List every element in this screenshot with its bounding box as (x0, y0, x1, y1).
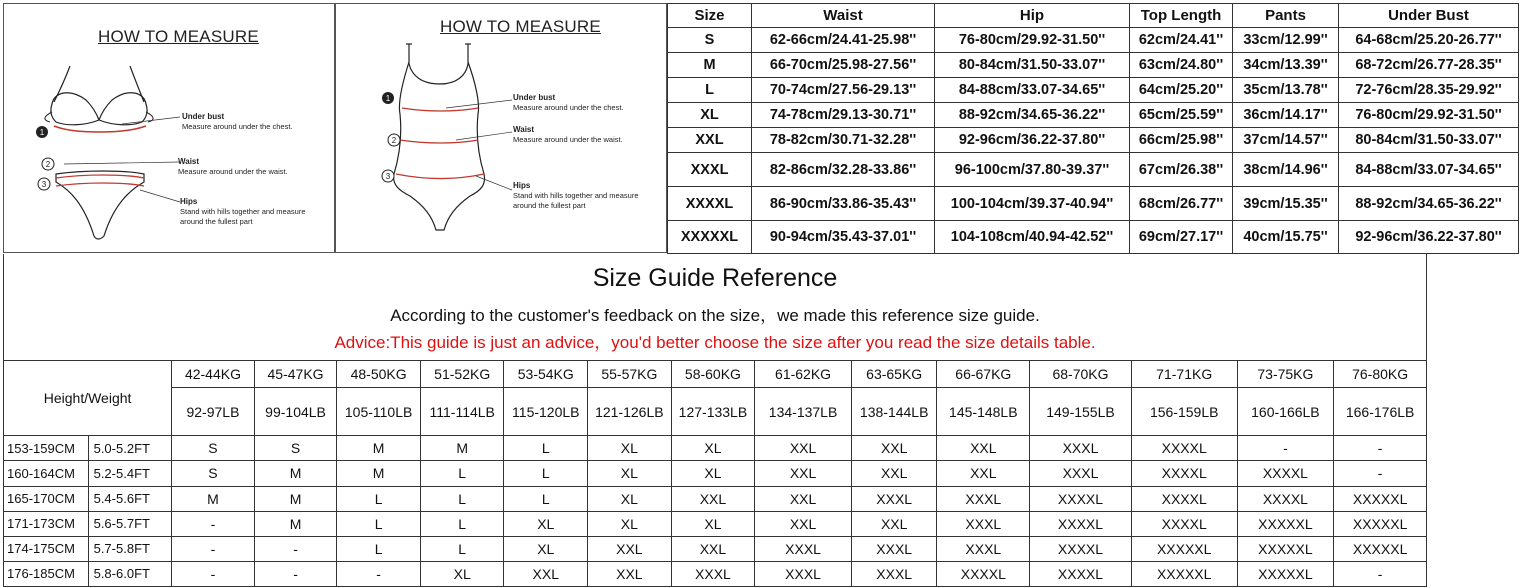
header-top-length: Top Length (1130, 4, 1233, 28)
onepiece-measure-panel (335, 3, 667, 253)
recommended-size: L (337, 536, 421, 561)
marker-3: 3 (41, 180, 47, 189)
cell-waist: 78-82cm/30.71-32.28'' (752, 128, 935, 153)
cell-pants: 40cm/15.75'' (1233, 221, 1339, 254)
cell-pants: 35cm/13.78'' (1233, 78, 1339, 103)
weight-kg: 55-57KG (588, 361, 672, 388)
annotation-hips: Hips Stand with hills together and measure around the fullest part (513, 181, 639, 210)
recommended-size: XXXL (671, 561, 755, 586)
cell-under-bust: 64-68cm/25.20-26.77'' (1339, 28, 1519, 53)
recommended-size: - (172, 511, 255, 536)
recommended-size: XXL (755, 486, 852, 511)
size-guide-reference-header (3, 254, 1427, 360)
recommended-size: XXL (504, 561, 588, 586)
cell-size: M (668, 53, 752, 78)
recommended-size: XXXXXL (1334, 486, 1427, 511)
weight-lb: 105-110LB (337, 388, 421, 436)
cell-pants: 37cm/14.57'' (1233, 128, 1339, 153)
recommended-size: XXXXL (1131, 461, 1237, 486)
cell-under-bust: 76-80cm/29.92-31.50'' (1339, 103, 1519, 128)
marker-2: 2 (391, 136, 397, 145)
recommended-size: M (254, 461, 337, 486)
recommended-size: - (172, 536, 255, 561)
recommended-size: - (1334, 436, 1427, 461)
recommended-size: XXXL (851, 486, 937, 511)
weight-kg: 66-67KG (937, 361, 1030, 388)
cell-under-bust: 72-76cm/28.35-29.92'' (1339, 78, 1519, 103)
recommended-size: S (254, 436, 337, 461)
cell-hip: 80-84cm/31.50-33.07'' (935, 53, 1130, 78)
recommended-size: - (172, 561, 255, 586)
size-row-l (668, 78, 1519, 103)
weight-lb: 138-144LB (851, 388, 937, 436)
height-row (4, 461, 1427, 486)
recommended-size: M (254, 511, 337, 536)
weight-lb: 99-104LB (254, 388, 337, 436)
recommended-size: - (1334, 461, 1427, 486)
recommended-size: M (337, 436, 421, 461)
recommended-size: XXXXL (1030, 486, 1132, 511)
annotation-hips: Hips Stand with hills together and measure around the fullest part (180, 197, 306, 226)
size-row-xxxxl (668, 187, 1519, 221)
height-cm: 174-175CM (4, 536, 89, 561)
recommended-size: M (337, 461, 421, 486)
cell-waist: 74-78cm/29.13-30.71'' (752, 103, 935, 128)
recommended-size: XXL (755, 461, 852, 486)
recommended-size: XXXXXL (1237, 561, 1334, 586)
header-size: Size (668, 4, 752, 28)
cell-waist: 66-70cm/25.98-27.56'' (752, 53, 935, 78)
cell-size: XXXL (668, 153, 752, 187)
recommended-size: XXXXL (1131, 436, 1237, 461)
recommended-size: XL (588, 511, 672, 536)
annotation-waist: Waist Measure around under the waist. (178, 157, 288, 176)
recommended-size: XL (504, 511, 588, 536)
recommended-size: XL (671, 461, 755, 486)
recommended-size: XXXXXL (1237, 511, 1334, 536)
recommended-size: XL (420, 561, 504, 586)
recommended-size: XL (588, 436, 672, 461)
recommended-size: XXXXL (1030, 536, 1132, 561)
annotation-waist: Waist Measure around under the waist. (513, 125, 623, 144)
cell-top-length: 64cm/25.20'' (1130, 78, 1233, 103)
size-row-xxxl (668, 153, 1519, 187)
cell-waist: 90-94cm/35.43-37.01'' (752, 221, 935, 254)
weight-kg: 58-60KG (671, 361, 755, 388)
cell-top-length: 63cm/24.80'' (1130, 53, 1233, 78)
weight-lb: 160-166LB (1237, 388, 1334, 436)
header-under-bust: Under Bust (1339, 4, 1519, 28)
size-row-s (668, 28, 1519, 53)
weight-kg: 53-54KG (504, 361, 588, 388)
weight-kg: 45-47KG (254, 361, 337, 388)
cell-pants: 34cm/13.39'' (1233, 53, 1339, 78)
recommended-size: XL (504, 536, 588, 561)
cell-hip: 100-104cm/39.37-40.94'' (935, 187, 1130, 221)
recommended-size: S (172, 461, 255, 486)
cell-hip: 76-80cm/29.92-31.50'' (935, 28, 1130, 53)
header-pants: Pants (1233, 4, 1339, 28)
marker-1: 1 (39, 128, 45, 137)
marker-2: 2 (45, 160, 51, 169)
recommended-size: L (337, 511, 421, 536)
recommended-size: XXL (937, 436, 1030, 461)
weight-lb: 145-148LB (937, 388, 1030, 436)
recommended-size: XXXXL (937, 561, 1030, 586)
cell-pants: 39cm/15.35'' (1233, 187, 1339, 221)
recommended-size: L (504, 486, 588, 511)
weight-kg: 51-52KG (420, 361, 504, 388)
recommended-size: L (337, 486, 421, 511)
cell-waist: 62-66cm/24.41-25.98'' (752, 28, 935, 53)
height-row (4, 486, 1427, 511)
height-cm: 165-170CM (4, 486, 89, 511)
cell-under-bust: 88-92cm/34.65-36.22'' (1339, 187, 1519, 221)
height-ft: 5.8-6.0FT (88, 561, 172, 586)
size-row-xl (668, 103, 1519, 128)
annotation-under-bust: Under bust Measure around under the chest. (513, 93, 624, 112)
panel-title: HOW TO MEASURE (440, 17, 601, 36)
recommended-size: - (1237, 436, 1334, 461)
cell-under-bust: 68-72cm/26.77-28.35'' (1339, 53, 1519, 78)
weight-lb: 111-114LB (420, 388, 504, 436)
recommended-size: - (1334, 561, 1427, 586)
header-hip: Hip (935, 4, 1130, 28)
recommended-size: XXL (588, 536, 672, 561)
recommended-size: XXXXXL (1334, 511, 1427, 536)
weight-kg: 42-44KG (172, 361, 255, 388)
recommended-size: XXXL (755, 561, 852, 586)
weight-lb: 115-120LB (504, 388, 588, 436)
marker-1: 1 (385, 94, 391, 103)
recommended-size: - (254, 561, 337, 586)
height-ft: 5.0-5.2FT (88, 436, 172, 461)
weight-lb: 166-176LB (1334, 388, 1427, 436)
recommended-size: XXXXXL (1131, 561, 1237, 586)
recommended-size: XXXL (1030, 436, 1132, 461)
recommended-size: - (337, 561, 421, 586)
recommended-size: XL (588, 461, 672, 486)
recommended-size: XXXL (851, 536, 937, 561)
recommended-size: XXL (851, 511, 937, 536)
recommended-size: XXXXL (1030, 561, 1132, 586)
cell-top-length: 66cm/25.98'' (1130, 128, 1233, 153)
size-details-table (667, 3, 1519, 254)
cell-pants: 36cm/14.17'' (1233, 103, 1339, 128)
cell-hip: 96-100cm/37.80-39.37'' (935, 153, 1130, 187)
weight-kg: 76-80KG (1334, 361, 1427, 388)
annotation-under-bust: Under bust Measure around under the chest. (182, 112, 293, 131)
recommended-size: XXL (755, 436, 852, 461)
cell-size: L (668, 78, 752, 103)
height-cm: 160-164CM (4, 461, 89, 486)
height-ft: 5.7-5.8FT (88, 536, 172, 561)
weight-kg-row (4, 361, 1427, 388)
weight-lb: 127-133LB (671, 388, 755, 436)
recommended-size: M (172, 486, 255, 511)
recommended-size: XL (588, 486, 672, 511)
recommended-size: XXL (671, 536, 755, 561)
weight-lb: 156-159LB (1131, 388, 1237, 436)
recommended-size: L (504, 436, 588, 461)
size-row-xxl (668, 128, 1519, 153)
height-ft: 5.4-5.6FT (88, 486, 172, 511)
cell-top-length: 68cm/26.77'' (1130, 187, 1233, 221)
recommended-size: XXXXXL (1131, 536, 1237, 561)
height-ft: 5.2-5.4FT (88, 461, 172, 486)
recommended-size: M (420, 436, 504, 461)
recommended-size: XXL (588, 561, 672, 586)
cell-under-bust: 84-88cm/33.07-34.65'' (1339, 153, 1519, 187)
weight-lb: 92-97LB (172, 388, 255, 436)
recommended-size: XXXXXL (1237, 536, 1334, 561)
recommended-size: XXXXL (1131, 486, 1237, 511)
height-row (4, 511, 1427, 536)
height-row (4, 536, 1427, 561)
weight-kg: 71-71KG (1131, 361, 1237, 388)
height-cm: 153-159CM (4, 436, 89, 461)
recommended-size: M (254, 486, 337, 511)
weight-lb: 134-137LB (755, 388, 852, 436)
reference-subtitle: According to the customer's feedback on the size，we made this reference size guide. (390, 306, 1040, 325)
recommended-size: S (172, 436, 255, 461)
recommended-size: L (420, 486, 504, 511)
size-row-xxxxxl (668, 221, 1519, 254)
cell-hip: 92-96cm/36.22-37.80'' (935, 128, 1130, 153)
recommended-size: XXXXL (1131, 511, 1237, 536)
weight-kg: 61-62KG (755, 361, 852, 388)
height-cm: 171-173CM (4, 511, 89, 536)
recommended-size: XXXL (755, 536, 852, 561)
cell-under-bust: 80-84cm/31.50-33.07'' (1339, 128, 1519, 153)
reference-advice: Advice:This guide is just an advice，you'd better choose the size after you read the size details table. (334, 333, 1096, 352)
panel-title: HOW TO MEASURE (98, 27, 259, 46)
weight-kg: 73-75KG (1237, 361, 1334, 388)
recommended-size: XXXXL (1237, 461, 1334, 486)
bikini-measure-panel (3, 3, 335, 253)
reference-title: Size Guide Reference (592, 264, 838, 292)
cell-under-bust: 92-96cm/36.22-37.80'' (1339, 221, 1519, 254)
recommended-size: XL (671, 511, 755, 536)
height-rows (4, 436, 1427, 587)
weight-kg: 63-65KG (851, 361, 937, 388)
weight-kg: 48-50KG (337, 361, 421, 388)
cell-top-length: 69cm/27.17'' (1130, 221, 1233, 254)
cell-pants: 33cm/12.99'' (1233, 28, 1339, 53)
cell-waist: 70-74cm/27.56-29.13'' (752, 78, 935, 103)
height-row (4, 561, 1427, 586)
cell-hip: 104-108cm/40.94-42.52'' (935, 221, 1130, 254)
height-ft: 5.6-5.7FT (88, 511, 172, 536)
recommended-size: XXXL (937, 486, 1030, 511)
recommended-size: XXXXL (1030, 511, 1132, 536)
cell-pants: 38cm/14.96'' (1233, 153, 1339, 187)
height-weight-table (3, 360, 1427, 587)
cell-top-length: 62cm/24.41'' (1130, 28, 1233, 53)
cell-hip: 84-88cm/33.07-34.65'' (935, 78, 1130, 103)
recommended-size: XXXL (937, 536, 1030, 561)
recommended-size: L (420, 461, 504, 486)
recommended-size: - (254, 536, 337, 561)
cell-waist: 86-90cm/33.86-35.43'' (752, 187, 935, 221)
cell-size: XXL (668, 128, 752, 153)
recommended-size: XXL (755, 511, 852, 536)
cell-size: XXXXXL (668, 221, 752, 254)
recommended-size: XXXL (937, 511, 1030, 536)
cell-waist: 82-86cm/32.28-33.86'' (752, 153, 935, 187)
cell-size: S (668, 28, 752, 53)
recommended-size: XXL (671, 486, 755, 511)
height-row (4, 436, 1427, 461)
recommended-size: L (420, 511, 504, 536)
height-cm: 176-185CM (4, 561, 89, 586)
height-weight-corner-label: Height/Weight (4, 361, 172, 436)
recommended-size: XXXL (1030, 461, 1132, 486)
recommended-size: L (420, 536, 504, 561)
weight-lb: 149-155LB (1030, 388, 1132, 436)
cell-hip: 88-92cm/34.65-36.22'' (935, 103, 1130, 128)
cell-top-length: 65cm/25.59'' (1130, 103, 1233, 128)
weight-kg: 68-70KG (1030, 361, 1132, 388)
marker-3: 3 (385, 172, 391, 181)
recommended-size: XL (671, 436, 755, 461)
recommended-size: XXL (851, 461, 937, 486)
size-row-m (668, 53, 1519, 78)
size-table-header-row (668, 4, 1519, 28)
weight-lb-row (4, 388, 1427, 436)
recommended-size: XXL (937, 461, 1030, 486)
recommended-size: XXXL (851, 561, 937, 586)
cell-size: XL (668, 103, 752, 128)
recommended-size: XXL (851, 436, 937, 461)
cell-size: XXXXL (668, 187, 752, 221)
header-waist: Waist (752, 4, 935, 28)
cell-top-length: 67cm/26.38'' (1130, 153, 1233, 187)
recommended-size: L (504, 461, 588, 486)
recommended-size: XXXXL (1237, 486, 1334, 511)
recommended-size: XXXXXL (1334, 536, 1427, 561)
weight-lb: 121-126LB (588, 388, 672, 436)
